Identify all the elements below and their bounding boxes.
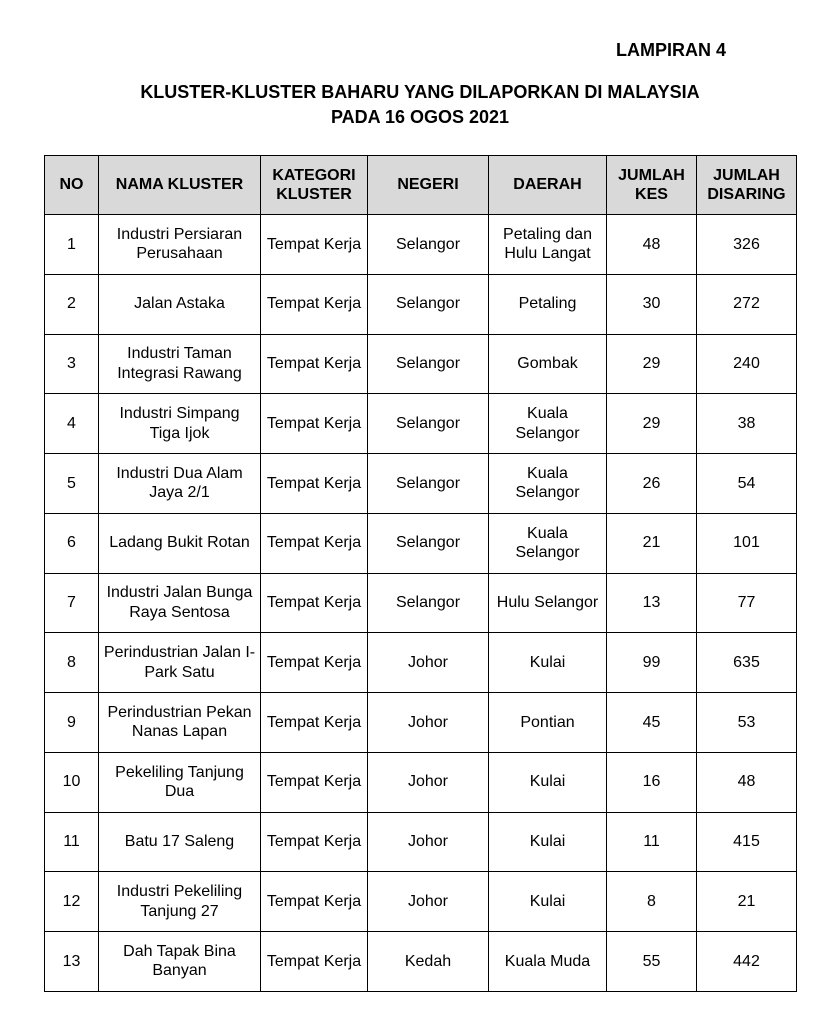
cell-jumlah-kes: 26 xyxy=(607,454,697,514)
cell-kategori-kluster: Tempat Kerja xyxy=(261,215,368,275)
cell-nama-kluster: Pekeliling Tanjung Dua xyxy=(99,752,261,812)
cell-no: 5 xyxy=(45,454,99,514)
cell-jumlah-disaring: 77 xyxy=(697,573,797,633)
cell-nama-kluster: Perindustrian Jalan I-Park Satu xyxy=(99,633,261,693)
table-row xyxy=(45,812,797,872)
cell-jumlah-kes: 48 xyxy=(607,215,697,275)
cell-jumlah-kes: 21 xyxy=(607,513,697,573)
table-row xyxy=(45,932,797,992)
table-row xyxy=(45,573,797,633)
cell-daerah: Kuala Muda xyxy=(489,932,607,992)
cell-negeri: Johor xyxy=(368,693,489,753)
cell-jumlah-kes: 11 xyxy=(607,812,697,872)
cell-kategori-kluster: Tempat Kerja xyxy=(261,394,368,454)
cell-daerah: Kuala Selangor xyxy=(489,394,607,454)
header-negeri: NEGERI xyxy=(368,156,489,215)
cell-jumlah-kes: 30 xyxy=(607,274,697,334)
cell-jumlah-kes: 16 xyxy=(607,752,697,812)
title-line-2: PADA 16 OGOS 2021 xyxy=(330,107,510,127)
table-header-row xyxy=(45,156,797,215)
cell-daerah: Kulai xyxy=(489,633,607,693)
title-line-1: KLUSTER-KLUSTER BAHARU YANG DILAPORKAN DI MALAYSIA xyxy=(140,82,700,102)
cell-negeri: Johor xyxy=(368,872,489,932)
cell-kategori-kluster: Tempat Kerja xyxy=(261,932,368,992)
cell-daerah: Kulai xyxy=(489,872,607,932)
cell-negeri: Selangor xyxy=(368,334,489,394)
table-body xyxy=(45,215,797,992)
cell-jumlah-kes: 13 xyxy=(607,573,697,633)
cell-kategori-kluster: Tempat Kerja xyxy=(261,513,368,573)
table-row xyxy=(45,633,797,693)
cell-daerah: Petaling xyxy=(489,274,607,334)
table-row xyxy=(45,872,797,932)
header-no: NO xyxy=(45,156,99,215)
cell-jumlah-disaring: 326 xyxy=(697,215,797,275)
cell-daerah: Kuala Selangor xyxy=(489,513,607,573)
table-row xyxy=(45,274,797,334)
cell-negeri: Kedah xyxy=(368,932,489,992)
cell-no: 1 xyxy=(45,215,99,275)
cell-no: 11 xyxy=(45,812,99,872)
table-row xyxy=(45,513,797,573)
cell-kategori-kluster: Tempat Kerja xyxy=(261,752,368,812)
cell-kategori-kluster: Tempat Kerja xyxy=(261,274,368,334)
cell-nama-kluster: Batu 17 Saleng xyxy=(99,812,261,872)
cell-jumlah-disaring: 415 xyxy=(697,812,797,872)
cell-jumlah-disaring: 272 xyxy=(697,274,797,334)
header-jumlah-kes: JUMLAH KES xyxy=(607,156,697,215)
cell-no: 4 xyxy=(45,394,99,454)
cell-negeri: Selangor xyxy=(368,394,489,454)
cell-daerah: Hulu Selangor xyxy=(489,573,607,633)
cluster-table xyxy=(44,155,797,992)
cell-jumlah-disaring: 21 xyxy=(697,872,797,932)
cell-kategori-kluster: Tempat Kerja xyxy=(261,812,368,872)
document-title xyxy=(0,80,840,130)
cell-jumlah-disaring: 53 xyxy=(697,693,797,753)
cell-jumlah-disaring: 635 xyxy=(697,633,797,693)
cell-nama-kluster: Industri Persiaran Perusahaan xyxy=(99,215,261,275)
cell-negeri: Johor xyxy=(368,752,489,812)
cell-kategori-kluster: Tempat Kerja xyxy=(261,693,368,753)
cell-jumlah-disaring: 101 xyxy=(697,513,797,573)
cell-negeri: Selangor xyxy=(368,573,489,633)
cell-nama-kluster: Dah Tapak Bina Banyan xyxy=(99,932,261,992)
cell-nama-kluster: Ladang Bukit Rotan xyxy=(99,513,261,573)
cell-no: 12 xyxy=(45,872,99,932)
cell-daerah: Petaling dan Hulu Langat xyxy=(489,215,607,275)
header-kategori-kluster: KATEGORI KLUSTER xyxy=(261,156,368,215)
cell-jumlah-disaring: 240 xyxy=(697,334,797,394)
table-row xyxy=(45,693,797,753)
cell-jumlah-disaring: 38 xyxy=(697,394,797,454)
cell-jumlah-kes: 29 xyxy=(607,394,697,454)
header-nama-kluster: NAMA KLUSTER xyxy=(99,156,261,215)
cell-jumlah-disaring: 54 xyxy=(697,454,797,514)
cell-negeri: Selangor xyxy=(368,274,489,334)
cell-no: 9 xyxy=(45,693,99,753)
cell-no: 10 xyxy=(45,752,99,812)
cell-negeri: Johor xyxy=(368,812,489,872)
header-jumlah-disaring: JUMLAH DISARING xyxy=(697,156,797,215)
cell-nama-kluster: Industri Taman Integrasi Rawang xyxy=(99,334,261,394)
header-daerah: DAERAH xyxy=(489,156,607,215)
cell-no: 8 xyxy=(45,633,99,693)
cell-nama-kluster: Jalan Astaka xyxy=(99,274,261,334)
cell-daerah: Pontian xyxy=(489,693,607,753)
cell-jumlah-kes: 55 xyxy=(607,932,697,992)
table-row xyxy=(45,215,797,275)
cell-jumlah-disaring: 48 xyxy=(697,752,797,812)
cell-no: 13 xyxy=(45,932,99,992)
table-row xyxy=(45,752,797,812)
cell-nama-kluster: Industri Dua Alam Jaya 2/1 xyxy=(99,454,261,514)
cell-nama-kluster: Industri Simpang Tiga Ijok xyxy=(99,394,261,454)
cell-jumlah-kes: 99 xyxy=(607,633,697,693)
cell-no: 7 xyxy=(45,573,99,633)
cell-no: 2 xyxy=(45,274,99,334)
cell-jumlah-kes: 45 xyxy=(607,693,697,753)
cell-jumlah-kes: 29 xyxy=(607,334,697,394)
cell-daerah: Kulai xyxy=(489,752,607,812)
cell-negeri: Selangor xyxy=(368,454,489,514)
cell-nama-kluster: Industri Jalan Bunga Raya Sentosa xyxy=(99,573,261,633)
cell-nama-kluster: Perindustrian Pekan Nanas Lapan xyxy=(99,693,261,753)
cell-nama-kluster: Industri Pekeliling Tanjung 27 xyxy=(99,872,261,932)
cell-negeri: Selangor xyxy=(368,513,489,573)
appendix-label: LAMPIRAN 4 xyxy=(616,40,727,60)
cell-jumlah-kes: 8 xyxy=(607,872,697,932)
cell-jumlah-disaring: 442 xyxy=(697,932,797,992)
cell-kategori-kluster: Tempat Kerja xyxy=(261,454,368,514)
cell-daerah: Gombak xyxy=(489,334,607,394)
cell-no: 6 xyxy=(45,513,99,573)
cell-daerah: Kuala Selangor xyxy=(489,454,607,514)
cell-negeri: Johor xyxy=(368,633,489,693)
table-row xyxy=(45,334,797,394)
cell-kategori-kluster: Tempat Kerja xyxy=(261,573,368,633)
cell-kategori-kluster: Tempat Kerja xyxy=(261,872,368,932)
table-row xyxy=(45,454,797,514)
cell-kategori-kluster: Tempat Kerja xyxy=(261,334,368,394)
cell-kategori-kluster: Tempat Kerja xyxy=(261,633,368,693)
cell-no: 3 xyxy=(45,334,99,394)
table-row xyxy=(45,394,797,454)
cell-negeri: Selangor xyxy=(368,215,489,275)
cell-daerah: Kulai xyxy=(489,812,607,872)
